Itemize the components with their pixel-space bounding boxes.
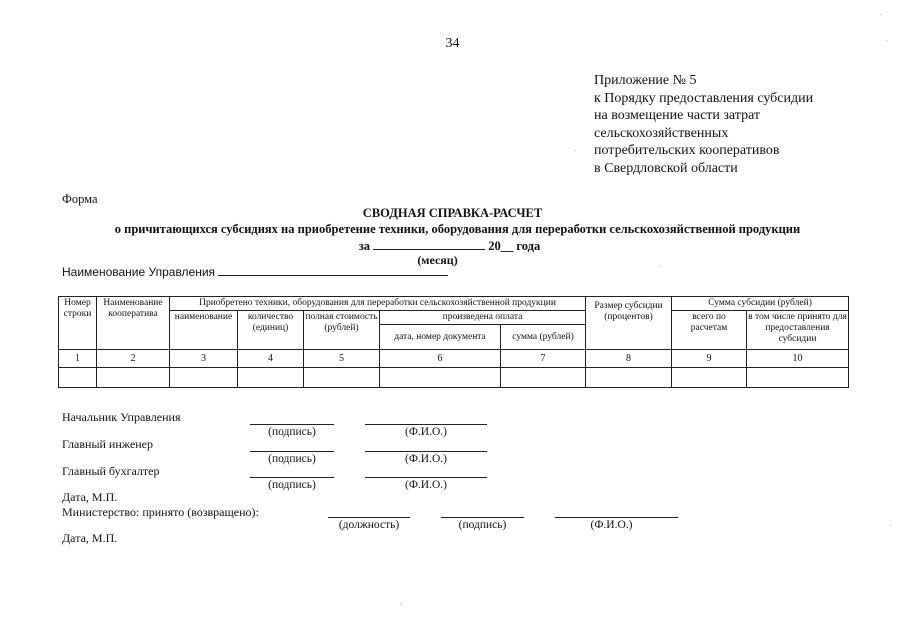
table-cell[interactable] xyxy=(170,368,238,388)
appendix-line: Приложение № 5 xyxy=(594,73,697,88)
document-title: СВОДНАЯ СПРАВКА-РАСЧЕТ xyxy=(362,206,543,220)
month-caption: (месяц) xyxy=(417,253,458,267)
column-number: 3 xyxy=(170,350,238,368)
scan-mark xyxy=(400,604,401,605)
scan-mark xyxy=(890,525,891,526)
form-label: Форма xyxy=(62,192,98,206)
ministry-position-line[interactable] xyxy=(328,517,410,518)
column-number: 5 xyxy=(304,350,380,368)
header-name: наименование xyxy=(170,311,238,350)
table-cell[interactable] xyxy=(238,368,304,388)
management-row xyxy=(62,264,448,279)
engineer-fio-line[interactable] xyxy=(365,451,487,452)
scan-mark xyxy=(880,14,881,15)
column-number: 1 xyxy=(59,350,97,368)
fio-caption: (Ф.И.О.) xyxy=(405,426,447,438)
column-number: 7 xyxy=(501,350,586,368)
table-cell[interactable] xyxy=(380,368,501,388)
head-fio-line[interactable] xyxy=(365,424,487,425)
appendix-line: на возмещение части затрат xyxy=(594,108,761,123)
signature-caption: (подпись) xyxy=(268,453,316,465)
table-cell[interactable] xyxy=(586,368,672,388)
scan-mark xyxy=(886,40,887,41)
table-cell[interactable] xyxy=(59,368,97,388)
header-row-number: Номер строки xyxy=(59,297,97,350)
header-cooperative: Наименование кооператива xyxy=(97,297,170,350)
appendix-line: к Порядку предоставления субсидии xyxy=(594,90,814,106)
column-number: 2 xyxy=(97,350,170,368)
column-number: 8 xyxy=(586,350,672,368)
header-quantity: количество (единиц) xyxy=(238,311,304,350)
column-number: 4 xyxy=(238,350,304,368)
header-full-cost: полная стоимость (рублей) xyxy=(304,311,380,350)
header-date-document: дата, номер документа xyxy=(380,325,501,350)
signature-caption: (подпись) xyxy=(268,479,316,491)
page-number: 34 xyxy=(445,36,460,51)
scan-mark xyxy=(575,150,576,151)
header-subsidy-rate: Размер субсидии (процентов) xyxy=(586,297,672,350)
appendix-line: в Свердловской области xyxy=(594,160,738,176)
column-number: 6 xyxy=(380,350,501,368)
header-payment-sum: сумма (рублей) xyxy=(501,325,586,350)
engineer-signature-line[interactable] xyxy=(250,451,334,452)
head-label: Начальник Управления xyxy=(62,410,181,424)
accountant-label: Главный бухгалтер xyxy=(62,464,160,478)
column-number: 9 xyxy=(672,350,747,368)
management-label: Наименование Управления xyxy=(62,265,216,279)
date-stamp-label: Дата, М.П. xyxy=(62,531,118,545)
table-cell[interactable] xyxy=(97,368,170,388)
appendix-note xyxy=(594,72,813,177)
fio-caption: (Ф.И.О.) xyxy=(405,453,447,465)
table-cell[interactable] xyxy=(672,368,747,388)
signature-caption: (подпись) xyxy=(268,426,316,438)
column-number: 10 xyxy=(747,350,849,368)
period-year: 20__ года xyxy=(488,239,541,253)
ministry-label: Министерство: принято (возвращено): xyxy=(62,505,259,519)
fio-caption: (Ф.И.О.) xyxy=(590,519,633,531)
scan-mark xyxy=(660,266,661,267)
document-subtitle: о причитающихся субсидиях на приобретение техники, оборудования для переработки сельскохозяйственной продукции xyxy=(114,222,801,236)
header-subsidy-sum: Сумма субсидии (рублей) xyxy=(672,297,849,311)
appendix-line: потребительских кооперативов xyxy=(594,143,780,158)
table-cell[interactable] xyxy=(747,368,849,388)
signature-caption: (подпись) xyxy=(458,519,507,531)
head-signature-line[interactable] xyxy=(250,424,334,425)
period-prefix: за xyxy=(358,239,371,253)
engineer-label: Главный инженер xyxy=(62,437,153,451)
header-accepted: в том числе принято для предоставления субсидии xyxy=(747,311,849,350)
ministry-fio-line[interactable] xyxy=(555,517,678,518)
period-line xyxy=(0,238,902,254)
accountant-signature-line[interactable] xyxy=(250,477,334,478)
table-cell[interactable] xyxy=(304,368,380,388)
header-total: всего по расчетам xyxy=(672,311,747,350)
calculation-table xyxy=(58,296,849,388)
ministry-signature-line[interactable] xyxy=(441,517,524,518)
management-field[interactable] xyxy=(218,264,448,276)
month-field[interactable] xyxy=(373,238,485,250)
date-stamp-label: Дата, М.П. xyxy=(62,490,118,504)
header-acquired: Приобретено техники, оборудования для переработки сельскохозяйственной продукции xyxy=(170,297,586,311)
table-cell[interactable] xyxy=(501,368,586,388)
appendix-line: сельскохозяйственных xyxy=(594,125,729,141)
fio-caption: (Ф.И.О.) xyxy=(405,479,447,491)
position-caption: (должность) xyxy=(338,519,400,531)
header-payment: произведена оплата xyxy=(380,311,586,325)
accountant-fio-line[interactable] xyxy=(365,477,487,478)
